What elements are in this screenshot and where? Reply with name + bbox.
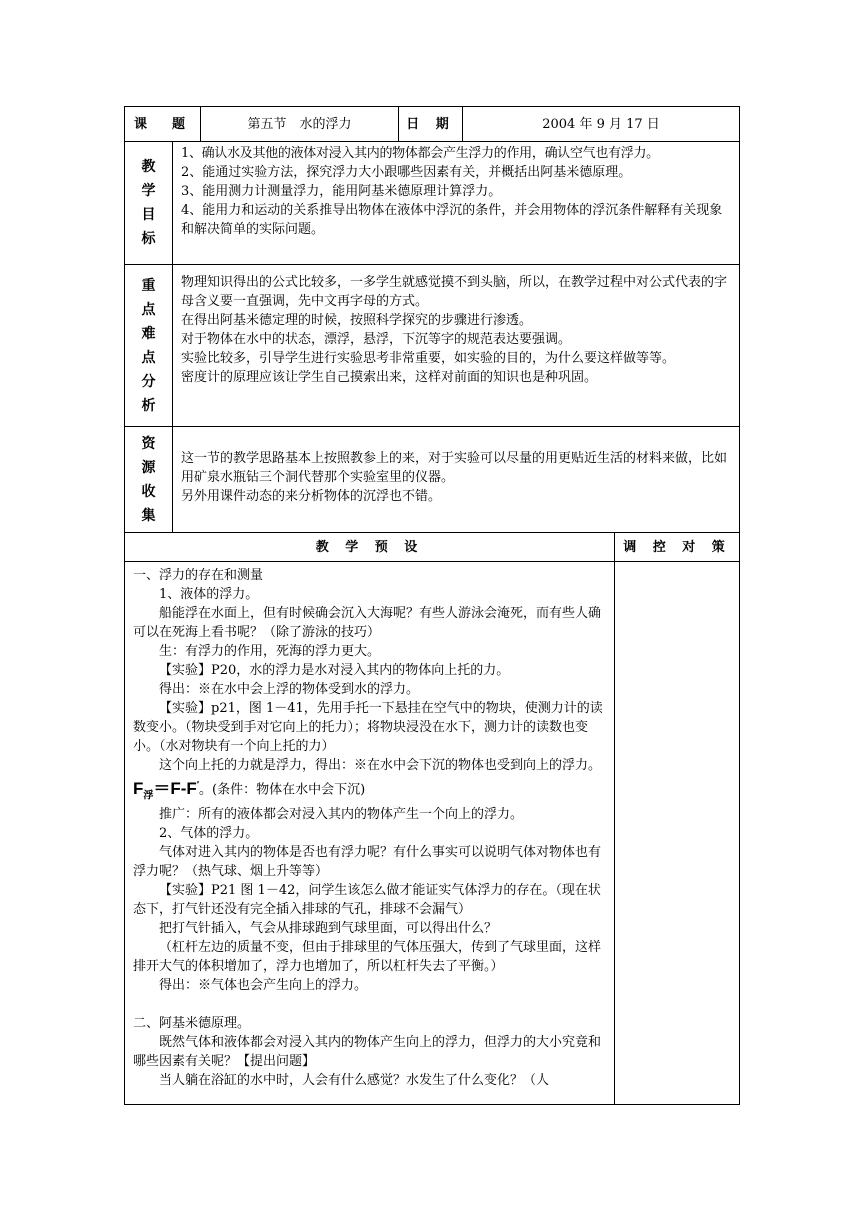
formula-sub: 浮 xyxy=(143,790,154,802)
analysis-line: 实验比较多，引导学生进行实验思考非常重要，如实验的目的，为什么要这样做等等。 xyxy=(181,351,676,366)
paragraph: 船能浮在水面上，但有时候确会沉入大海呢？有些人游泳会淹死，而有些人确可以在死海上看书呢？（除了游泳的技巧） xyxy=(133,606,602,640)
paragraph xyxy=(133,756,608,805)
analysis-content xyxy=(173,265,740,427)
date-label: 日 期 xyxy=(399,107,463,142)
paragraph-text: 这个向上托的力就是浮力，得出：※在水中会下沉的物体也受到向上的浮力。 xyxy=(159,758,602,773)
analysis-line: 密度计的原理应该让学生自己摸索出来，这样对前面的知识也是种巩固。 xyxy=(181,370,598,385)
formula-rest: ＝F-F xyxy=(153,778,197,798)
analysis-line: 对于物体在水中的状态，漂浮，悬浮，下沉等字的规范表达要强调。 xyxy=(181,332,572,347)
paragraph: 把打气针插入，气会从排球跑到气球里面，可以得出什么？ xyxy=(159,921,498,937)
control-body xyxy=(615,562,740,1105)
subsection-title: 1、液体的浮力。 xyxy=(159,587,259,602)
resources-content xyxy=(173,427,740,533)
resources-row xyxy=(125,427,740,533)
goals-label: 教 学 目 标 xyxy=(125,142,173,265)
header-row xyxy=(125,107,740,142)
topic-value: 第五节 水的浮力 xyxy=(201,107,399,142)
paragraph: 既然气体和液体都会对浸入其内的物体产生向上的浮力，但浮力的大小究竟和哪些因素有关呢？【提出问题】 xyxy=(133,1035,602,1070)
paragraph: （杠杆左边的质量不变，但由于排球里的气体压强大，传到了气球里面，这样排开大气的体积增加了，浮力也增加了，所以杠杆失去了平衡。） xyxy=(133,940,602,975)
paragraph: 当人躺在浴缸的水中时，人会有什么感觉？水发生了什么变化？（人 xyxy=(159,1073,550,1089)
preset-header-row xyxy=(125,533,740,562)
buoyancy-formula xyxy=(133,778,199,802)
preset-body xyxy=(125,562,615,1105)
analysis-label: 重 点 难 点 分 析 xyxy=(125,265,173,427)
paragraph: 气体对进入其内的物体是否也有浮力呢？有什么事实可以说明气体对物体也有浮力呢？（热气球、烟上升等等） xyxy=(133,845,602,880)
analysis-line: 在得出阿基米德定理的时候，按照科学探究的步骤进行渗透。 xyxy=(181,313,533,328)
goal-line: 3、能用测力计测量浮力，能用阿基米德原理计算浮力。 xyxy=(181,184,502,199)
date-value: 2004 年 9 月 17 日 xyxy=(463,107,740,142)
analysis-line: 物理知识得出的公式比较多，一多学生就感觉摸不到头脑，所以，在教学过程中对公式代表的字母含义要一直强调，先中文再字母的方式。 xyxy=(181,275,728,309)
formula-prime: ′ xyxy=(196,779,199,789)
paragraph: 得出：※气体也会产生向上的浮力。 xyxy=(159,978,368,994)
preset-body-row xyxy=(125,562,740,1105)
paragraph: 【实验】p21，图 1－41，先用手托一下悬挂在空气中的物块，使测力计的读数变小。（物块受到手对它向上的托力）；将物块浸没在水下，测力计的读数也变小。（水对物块有一个向上托的力） xyxy=(133,701,603,754)
goals-content xyxy=(173,142,740,265)
section-title: 二、阿基米德原理。 xyxy=(133,1016,251,1032)
resources-label: 资 源 收 集 xyxy=(125,427,173,533)
formula-f: F xyxy=(133,778,144,798)
resources-line: 这一节的教学思路基本上按照教参上的来，对于实验可以尽量的用更贴近生活的材料来做，比如用矿泉水瓶钻三个洞代替那个实验室里的仪器。 xyxy=(181,451,728,485)
goal-line: 4、能用力和运动的关系推导出物体在液体中浮沉的条件，并会用物体的浮沉条件解释有关现象和解决简单的实际问题。 xyxy=(181,203,723,237)
goal-line: 1、确认水及其他的液体对浸入其内的物体都会产生浮力的作用，确认空气也有浮力。 xyxy=(181,146,659,161)
section-title: 一、浮力的存在和测量 xyxy=(133,568,264,583)
topic-label: 课 题 xyxy=(125,107,201,142)
paragraph: 推广：所有的液体都会对浸入其内的物体产生一个向上的浮力。 xyxy=(159,807,524,823)
subsection-title: 2、气体的浮力。 xyxy=(159,826,259,842)
paragraph: 生：有浮力的作用，死海的浮力更大。 xyxy=(159,644,381,659)
control-header: 调 控 对 策 xyxy=(615,533,740,562)
analysis-row xyxy=(125,265,740,427)
goal-line: 2、能通过实验方法，探究浮力大小跟哪些因素有关，并概括出阿基米德原理。 xyxy=(181,165,632,180)
formula-note: 。(条件：物体在水中会下沉) xyxy=(199,782,366,798)
lesson-plan-table xyxy=(124,106,740,1105)
lesson-plan-page xyxy=(124,106,739,1105)
paragraph: 【实验】P20，水的浮力是水对浸入其内的物体向上托的力。 xyxy=(159,663,510,678)
resources-line: 另外用课件动态的来分析物体的沉浮也不错。 xyxy=(181,489,442,504)
paragraph: 【实验】P21 图 1－42，问学生该怎么做才能证实气体浮力的存在。（现在状态下，打气针还没有完全插入排球的气孔，排球不会漏气） xyxy=(133,883,601,918)
goals-row xyxy=(125,142,740,265)
paragraph: 得出：※在水中会上浮的物体受到水的浮力。 xyxy=(159,682,420,697)
preset-header: 教 学 预 设 xyxy=(125,533,615,562)
